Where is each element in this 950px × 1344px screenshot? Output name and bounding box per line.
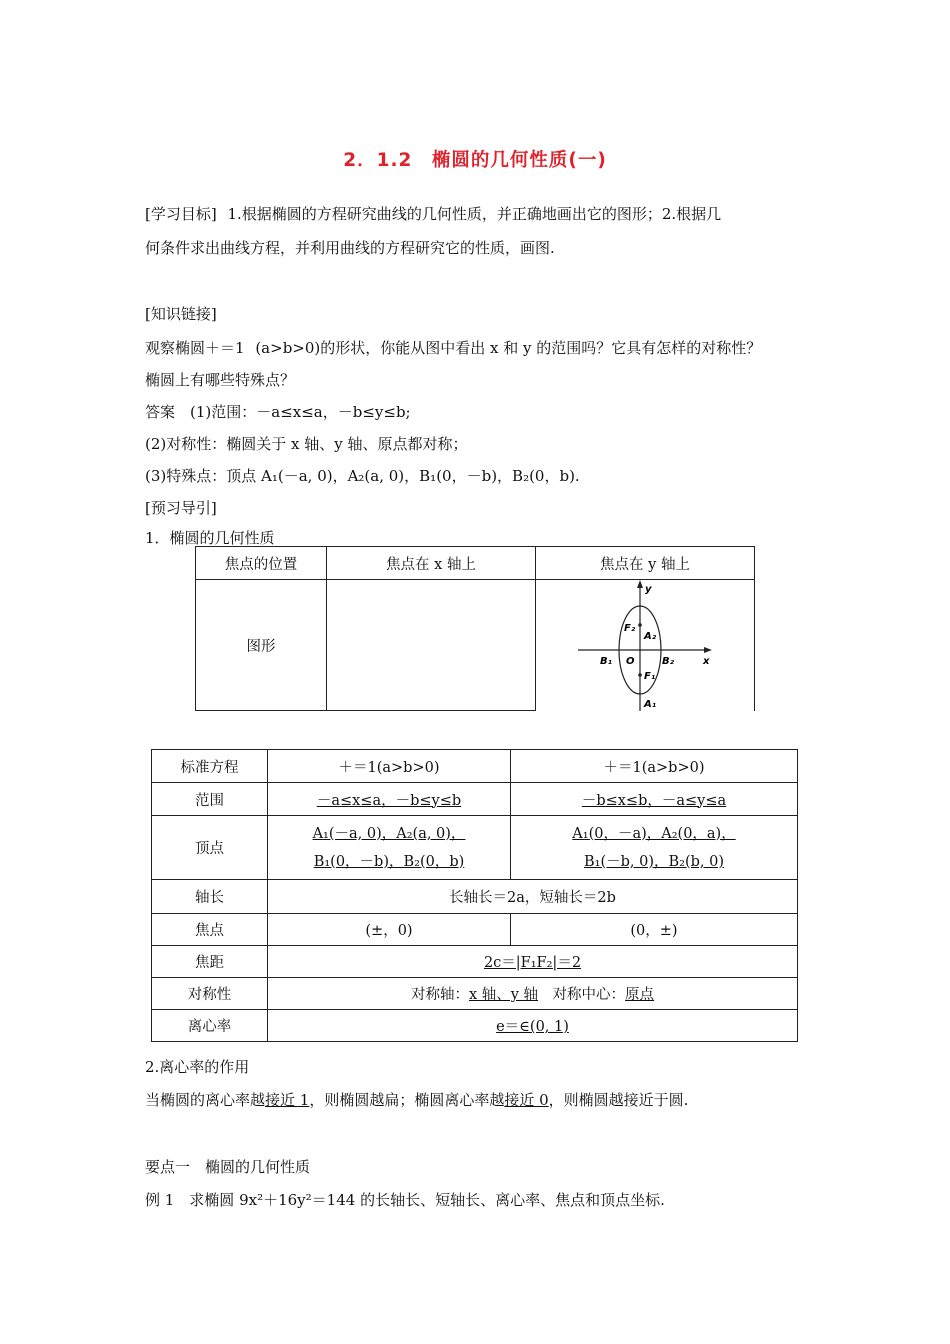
vertices-x-line-2: B₁(0，－b)，B₂(0，b) — [313, 853, 465, 870]
row-range-label: 范围 — [152, 783, 268, 816]
row-eccentricity-label: 离心率 — [152, 1010, 268, 1042]
knowledge-question-eq: 观察椭圆＋＝1 — [145, 339, 245, 357]
row-standard-equation-label: 标准方程 — [152, 750, 268, 783]
row-vertices-y — [511, 816, 798, 880]
row-symmetry-label: 对称性 — [152, 978, 268, 1010]
knowledge-question-1 — [145, 338, 761, 358]
objectives-text-2: 何条件求出曲线方程，并利用曲线的方程研究它的性质，画图. — [145, 239, 555, 257]
table1-y-axis-figure-cell — [536, 580, 755, 711]
row-focal-distance-label: 焦距 — [152, 946, 268, 978]
table1-x-axis-figure-cell — [327, 580, 536, 711]
symmetry-axis-label: 对称轴： — [410, 987, 469, 1003]
table1-row-label: 图形 — [196, 580, 327, 711]
row-axis-length-label: 轴长 — [152, 880, 268, 914]
label-F2: F₂ — [624, 623, 636, 634]
label-A2: A₂ — [644, 631, 657, 642]
symmetry-axis-value: x 轴、y 轴 — [468, 987, 539, 1003]
objectives-label: [学习目标] — [145, 205, 217, 223]
knowledge-link-label: [知识链接] — [145, 305, 217, 323]
row-eccentricity-value: e＝∈(0, 1) — [268, 1010, 798, 1042]
row-symmetry-value — [268, 978, 798, 1010]
answer-line-3: (3)特殊点：顶点 A₁(－a, 0)，A₂(a, 0)，B₁(0，－b)，B₂(0，b). — [145, 467, 580, 485]
label-B1: B₁ — [600, 656, 613, 667]
row-vertices-label: 顶点 — [152, 816, 268, 880]
ecc-text-b: 接近 1 — [265, 1091, 310, 1109]
answer-line-2: (2)对称性：椭圆关于 x 轴、y 轴、原点都对称； — [145, 435, 468, 453]
table1-header-y-axis: 焦点在 y 轴上 — [536, 547, 755, 580]
ecc-text-d: 接近 0 — [504, 1091, 549, 1109]
section-2-title: 2.离心率的作用 — [145, 1058, 250, 1076]
eccentricity-role-text — [145, 1090, 688, 1110]
preview-label: [预习导引] — [145, 499, 217, 517]
label-F1: F₁ — [644, 671, 656, 682]
row-foci-y: (0，±) — [511, 914, 798, 946]
symmetry-center-value: 原点 — [625, 987, 655, 1003]
row-focal-distance-value: 2c＝|F₁F₂|＝2 — [268, 946, 798, 978]
label-B2: B₂ — [662, 656, 675, 667]
label-A1: A₁ — [644, 699, 657, 710]
row-foci-label: 焦点 — [152, 914, 268, 946]
ecc-text-e: ，则椭圆越接近于圆. — [548, 1091, 689, 1109]
ellipse-properties-table — [151, 749, 798, 1042]
row-range-y: －b≤x≤b，－a≤y≤a — [511, 783, 798, 816]
knowledge-question-rest: (a>b>0)的形状，你能从图中看出 x 和 y 的范围吗？它具有怎样的对称性？ — [255, 339, 762, 357]
row-standard-equation-x: ＋＝1(a>b>0) — [268, 750, 511, 783]
section-1-title: 1．椭圆的几何性质 — [145, 529, 275, 547]
vertices-y-line-1: A₁(0，－a)，A₂(0，a)， — [572, 825, 736, 842]
ecc-text-c: ，则椭圆越扁；椭圆离心率越 — [309, 1091, 505, 1109]
row-vertices-x — [268, 816, 511, 880]
page-title: 2．1.2 椭圆的几何性质(一) — [343, 150, 607, 171]
row-axis-length-value: 长轴长＝2a，短轴长＝2b — [268, 880, 798, 914]
row-standard-equation-y: ＋＝1(a>b>0) — [511, 750, 798, 783]
keypoint-heading: 要点一 椭圆的几何性质 — [145, 1158, 311, 1176]
ecc-text-a: 当椭圆的离心率越 — [145, 1091, 266, 1109]
vertices-x-line-1: A₁(－a, 0)，A₂(a, 0)， — [312, 825, 466, 842]
ellipse-figure-table — [195, 546, 755, 711]
label-x-axis: x — [703, 656, 710, 667]
label-y-axis: y — [645, 584, 652, 595]
table1-header-position: 焦点的位置 — [196, 547, 327, 580]
row-range-x: －a≤x≤a，－b≤y≤b — [268, 783, 511, 816]
row-foci-x: (±，0) — [268, 914, 511, 946]
example-1: 例 1 求椭圆 9x²＋16y²＝144 的长轴长、短轴长、离心率、焦点和顶点坐标. — [145, 1191, 665, 1209]
symmetry-center-label: 对称中心： — [538, 987, 626, 1003]
ellipse-y-axis-diagram — [536, 580, 754, 711]
answer-line-1: 答案 (1)范围：－a≤x≤a，－b≤y≤b; — [145, 403, 411, 421]
label-O: O — [626, 656, 635, 667]
knowledge-question-2: 椭圆上有哪些特殊点？ — [145, 371, 296, 389]
table1-header-x-axis: 焦点在 x 轴上 — [327, 547, 536, 580]
objectives-text-1: 1.根据椭圆的方程研究曲线的几何性质，并正确地画出它的图形；2.根据几 — [227, 205, 722, 223]
objectives-line-1 — [145, 204, 721, 224]
vertices-y-line-2: B₁(－b, 0)，B₂(b, 0) — [583, 853, 724, 870]
